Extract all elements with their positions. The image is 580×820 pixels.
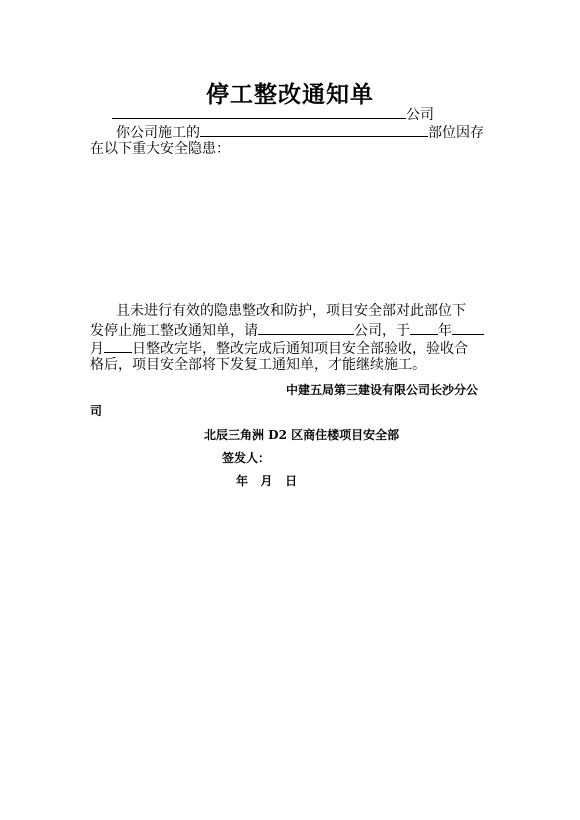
day-blank xyxy=(104,338,132,353)
para-line-2-a: 发停止施工整改通知单，请 xyxy=(90,323,258,339)
para-line-2-c: 年 xyxy=(438,323,452,339)
location-line xyxy=(116,122,484,142)
year-blank xyxy=(410,320,438,335)
month-blank xyxy=(452,320,484,335)
company-name-blank xyxy=(112,104,406,119)
page-title: 停工整改通知单 xyxy=(206,82,374,108)
issuer-company: 中建五局第三建设有限公司长沙分公 xyxy=(286,383,479,397)
para-line-2-b: 公司，于 xyxy=(354,323,410,339)
para-line-3-b: 日整改完毕，整改完成后通知项目安全部验收，验收合 xyxy=(132,341,468,357)
para-line-1: 且未进行有效的隐患整改和防护，项目安全部对此部位下 xyxy=(116,303,466,319)
issuer-company-cont: 司 xyxy=(90,404,103,418)
para-line-3 xyxy=(90,338,468,358)
company-line xyxy=(112,104,434,124)
hazard-intro: 在以下重大安全隐患： xyxy=(90,141,230,157)
contractor-blank xyxy=(258,320,354,335)
location-suffix: 部位因存 xyxy=(428,125,484,141)
company-suffix: 公司 xyxy=(406,107,434,123)
location-blank xyxy=(200,122,428,137)
para-line-4: 格后，项目安全部将下发复工通知单，才能继续施工。 xyxy=(90,357,426,373)
location-prefix: 你公司施工的 xyxy=(116,125,200,141)
issuer-department: 北辰三角洲 D2 区商住楼项目安全部 xyxy=(204,428,400,442)
date-label: 年 月 日 xyxy=(236,474,298,488)
para-line-2 xyxy=(90,320,484,340)
signer-label: 签发人： xyxy=(222,451,271,465)
para-line-3-a: 月 xyxy=(90,341,104,357)
